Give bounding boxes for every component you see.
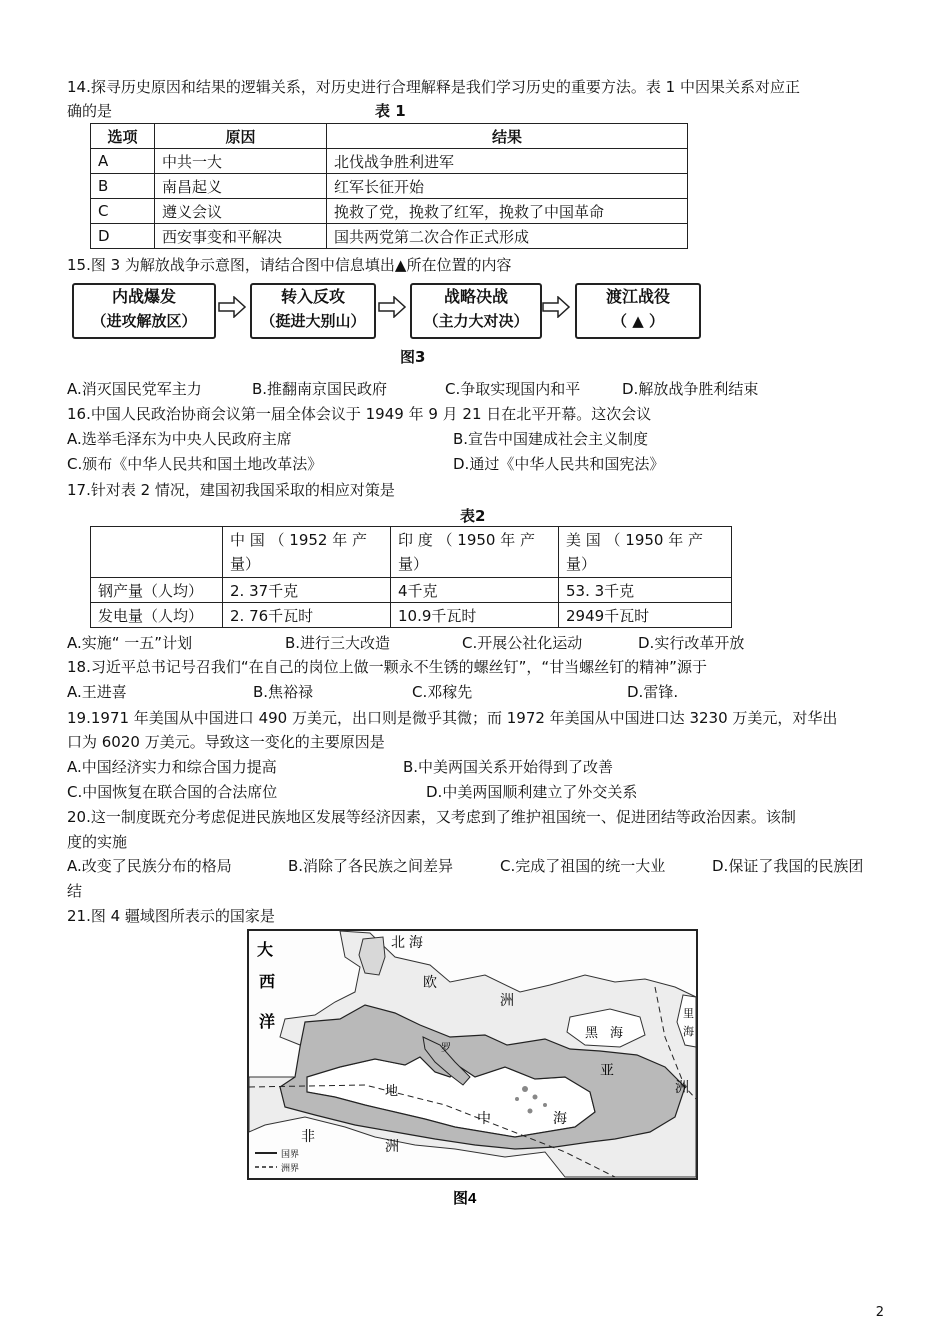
table-cell: 北伐战争胜利进军 <box>327 149 688 174</box>
table-cell: 南昌起义 <box>155 174 327 199</box>
table-header-cell: 美 国 （ 1950 年 产 量） <box>559 527 732 578</box>
roman-empire-map <box>245 927 700 1209</box>
map-label-ya: 亚 <box>600 1062 614 1078</box>
table-header-row <box>91 527 732 578</box>
right-arrow-icon <box>218 296 246 318</box>
flow-box-sub: （挺进大别山） <box>260 312 366 330</box>
table-cell: 红军长征开始 <box>327 174 688 199</box>
q14-stem-line1: 14.探寻历史原因和结果的逻辑关系，对历史进行合理解释是我们学习历史的重要方法。表 1 中因果关系对应正 <box>67 78 800 96</box>
q17-option-b[interactable]: B.进行三大改造 <box>285 634 391 652</box>
right-arrow-icon <box>542 296 570 318</box>
table-header-cell: 原因 <box>155 124 327 149</box>
table-header-row <box>91 124 688 149</box>
table-cell: 2949千瓦时 <box>559 603 732 628</box>
q19-option-d[interactable]: D.中美两国顺利建立了外交关系 <box>426 783 638 801</box>
table-header-cell: 选项 <box>91 124 155 149</box>
table2 <box>90 526 732 628</box>
table-row <box>91 603 732 628</box>
q16-stem: 16.中国人民政治协商会议第一届全体会议于 1949 年 9 月 21 日在北平开幕。这次会议 <box>67 405 652 423</box>
table-cell: 2. 37千克 <box>223 578 391 603</box>
figure3-caption: 图3 <box>400 348 426 366</box>
q17-stem: 17.针对表 2 情况，建国初我国采取的相应对策是 <box>67 481 395 499</box>
flow-box-title: 内战爆发 <box>111 287 176 306</box>
q20-option-c[interactable]: C.完成了祖国的统一大业 <box>500 857 666 875</box>
table-header-cell: 中 国 （ 1952 年 产 量） <box>223 527 391 578</box>
q15-stem: 15.图 3 为解放战争示意图，请结合图中信息填出▲所在位置的内容 <box>67 256 512 274</box>
q16-option-b[interactable]: B.宣告中国建成社会主义制度 <box>453 430 649 448</box>
q20-option-a[interactable]: A.改变了民族分布的格局 <box>67 857 232 875</box>
legend-national-border: 国界 <box>281 1149 300 1159</box>
q20-stem-line2: 度的实施 <box>67 833 128 851</box>
table-cell: 挽救了党，挽救了红军，挽救了中国革命 <box>327 199 688 224</box>
table-cell: 发电量（人均） <box>91 603 223 628</box>
figure4-caption: 图4 <box>453 1190 477 1207</box>
table2-caption: 表2 <box>460 507 486 525</box>
q19-option-b[interactable]: B.中美两国关系开始得到了改善 <box>403 758 614 776</box>
map-label-zhou3: 洲 <box>385 1138 399 1154</box>
map-label-ou: 欧 <box>423 974 437 990</box>
table-row <box>91 199 688 224</box>
table-cell: 遵义会议 <box>155 199 327 224</box>
q20-option-d-tail: 结 <box>67 882 83 900</box>
map-label-hai1: 海 <box>610 1025 624 1040</box>
q15-option-a[interactable]: A.消灭国民党军主力 <box>67 380 202 398</box>
map-label-zhou1: 洲 <box>500 992 514 1008</box>
table-cell: 钢产量（人均） <box>91 578 223 603</box>
q19-stem-line1: 19.1971 年美国从中国进口 490 万美元，出口则是微乎其微；而 1972 年美国从中国进口达 3230 万美元，对华出 <box>67 709 838 727</box>
table-cell: C <box>91 199 155 224</box>
table-cell: B <box>91 174 155 199</box>
q17-option-a[interactable]: A.实施“ 一五”计划 <box>67 634 193 652</box>
table-header-cell: 印 度 （ 1950 年 产 量） <box>391 527 559 578</box>
map-label-zhou2: 洲 <box>675 1079 689 1095</box>
flow-box-title: 转入反攻 <box>280 287 345 306</box>
q16-option-c[interactable]: C.颁布《中华人民共和国土地改革法》 <box>67 455 323 473</box>
map-label-hei: 黑 <box>585 1025 599 1040</box>
map-label-da: 大 <box>257 942 274 959</box>
q19-stem-line2: 口为 6020 万美元。导致这一变化的主要原因是 <box>67 733 385 751</box>
q18-option-b[interactable]: B.焦裕禄 <box>253 683 314 701</box>
table-row <box>91 174 688 199</box>
q15-option-b[interactable]: B.推翻南京国民政府 <box>252 380 388 398</box>
flow-box-sub: （ ▲ ） <box>612 312 664 330</box>
q15-option-c[interactable]: C.争取实现国内和平 <box>445 380 581 398</box>
table-row <box>91 224 688 249</box>
table-cell: A <box>91 149 155 174</box>
q15-option-d[interactable]: D.解放战争胜利结束 <box>622 380 759 398</box>
table-cell: 53. 3千克 <box>559 578 732 603</box>
table-cell: 2. 76千瓦时 <box>223 603 391 628</box>
q20-option-b[interactable]: B.消除了各民族之间差异 <box>288 857 454 875</box>
table1-caption: 表 1 <box>375 102 406 120</box>
right-arrow-icon <box>378 296 406 318</box>
flow-box-civil-war <box>72 283 216 339</box>
flow-box-title: 渡江战役 <box>605 287 670 306</box>
table-header-cell: 结果 <box>327 124 688 149</box>
q16-option-d[interactable]: D.通过《中华人民共和国宪法》 <box>453 455 665 473</box>
table-cell: 4千克 <box>391 578 559 603</box>
map-label-luo: 罗 <box>441 1043 451 1054</box>
q18-option-a[interactable]: A.王进喜 <box>67 683 127 701</box>
map-label-xi: 西 <box>259 974 276 991</box>
q18-stem: 18.习近平总书记号召我们“在自己的岗位上做一颗永不生锈的螺丝钉”，“甘当螺丝钉的精神”源于 <box>67 658 707 676</box>
table-row <box>91 149 688 174</box>
map-label-hai3: 海 <box>553 1110 567 1126</box>
q20-stem-line1: 20.这一制度既充分考虑促进民族地区发展等经济因素，又考虑到了维护祖国统一、促进团结等政治因素。该制 <box>67 808 796 826</box>
flow-box-strategic-battle <box>410 283 542 339</box>
table-cell: 10.9千瓦时 <box>391 603 559 628</box>
map-label-hai2: 海 <box>683 1026 694 1038</box>
q17-option-c[interactable]: C.开展公社化运动 <box>462 634 583 652</box>
map-label-zhong: 中 <box>477 1110 491 1126</box>
q20-option-d[interactable]: D.保证了我国的民族团 <box>712 857 864 875</box>
q14-stem-line2: 确的是 <box>67 102 113 120</box>
table-cell: 国共两党第二次合作正式形成 <box>327 224 688 249</box>
page-number: 2 <box>875 1305 884 1320</box>
table-cell: 中共一大 <box>155 149 327 174</box>
q19-option-a[interactable]: A.中国经济实力和综合国力提高 <box>67 758 277 776</box>
map-label-north-sea: 北 海 <box>391 934 423 950</box>
legend-continent-border: 洲界 <box>281 1163 300 1173</box>
flow-box-sub: （进攻解放区） <box>91 312 197 330</box>
table1 <box>90 123 688 249</box>
table-cell: 西安事变和平解决 <box>155 224 327 249</box>
flow-box-river-crossing <box>575 283 701 339</box>
table-row <box>91 578 732 603</box>
flow-box-sub: （主力大对决） <box>423 312 529 330</box>
table-cell: D <box>91 224 155 249</box>
map-label-fei: 非 <box>301 1128 315 1144</box>
q18-option-c[interactable]: C.邓稼先 <box>412 683 473 701</box>
table-header-cell <box>91 527 223 578</box>
q17-option-d[interactable]: D.实行改革开放 <box>638 634 745 652</box>
map-label-yang: 洋 <box>259 1014 276 1031</box>
map-label-di: 地 <box>385 1083 399 1098</box>
q19-option-c[interactable]: C.中国恢复在联合国的合法席位 <box>67 783 278 801</box>
flow-box-title: 战略决战 <box>443 287 508 306</box>
flow-box-counteroffensive <box>250 283 376 339</box>
q21-stem: 21.图 4 疆域图所表示的国家是 <box>67 907 275 925</box>
map-label-li: 里 <box>683 1008 694 1020</box>
q18-option-d[interactable]: D.雷锋. <box>627 683 679 701</box>
q16-option-a[interactable]: A.选举毛泽东为中央人民政府主席 <box>67 430 292 448</box>
